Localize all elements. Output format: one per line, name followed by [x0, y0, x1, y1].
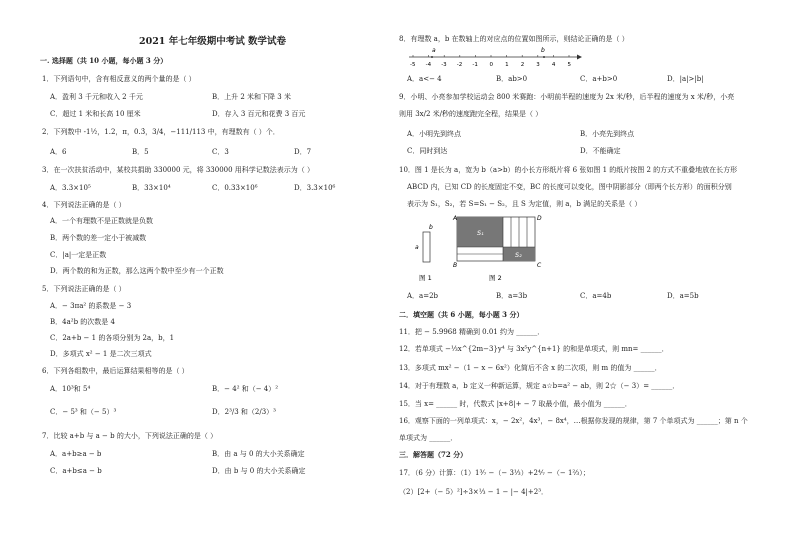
- q4-stem: 4．下列说法正确的是（ ）: [42, 201, 126, 209]
- q17-part-2: （2）[2+（− 5）²]÷3×⅓ − 1 − |− 4|+2³．: [399, 488, 549, 496]
- q8-option-b: B．ab>0: [496, 75, 528, 83]
- q4-option-a: A．一个有理数不是正数就是负数: [50, 217, 154, 225]
- q16-line-2: 单项式为 ______．: [399, 434, 458, 442]
- q9-option-d: D．不能确定: [580, 147, 621, 155]
- q7-option-c: C．a+b≤a − b: [50, 467, 102, 475]
- q6-option-c: C．− 5³ 和（− 5）³: [50, 408, 117, 416]
- q7-option-a: A．a+b≥a − b: [50, 450, 102, 458]
- s1-label: S₁: [477, 229, 484, 237]
- rectangle-figures: [411, 211, 551, 285]
- q9-option-b: B．小亮先到终点: [580, 130, 635, 138]
- q10-line-1: 10．图 1 是长为 a，宽为 b（a>b）的小长方形纸片将 6 张如图 1 的纸片按图 2 的方式不重叠地放在长方形: [399, 166, 738, 174]
- q5-stem: 5．下列说法正确的是（ ）: [42, 285, 126, 293]
- q3-option-b: B．33×10⁴: [132, 184, 171, 192]
- tick-label: 1: [505, 62, 509, 68]
- q3-option-d: D．3.3×10⁶: [294, 184, 336, 192]
- q7-stem: 7．比较 a+b 与 a − b 的大小，下列说法正确的是（ ）: [42, 432, 218, 440]
- number-line-arrow: [577, 55, 582, 60]
- fig1-a-label: a: [415, 244, 419, 251]
- tick-label: 4: [551, 62, 556, 68]
- q1-option-b: B．上升 2 米和下降 3 米: [212, 93, 291, 101]
- q13-text: 13．多项式 mx² −（1 − x − 6x²）化简后不含 x 的二次项，则 m 的值为 ______．: [399, 364, 662, 372]
- point-a-label: a: [432, 47, 436, 54]
- tick-label: 3: [536, 62, 540, 68]
- q3-option-c: C．0.33×10⁶: [212, 184, 258, 192]
- q1-stem: 1．下列语句中，含有相反意义的两个量的是（ ）: [42, 75, 196, 83]
- q8-option-c: C．a+b>0: [580, 75, 618, 83]
- q9-option-a: A．小明先到终点: [407, 130, 462, 138]
- q5-option-b: B．4a²b 的次数是 4: [50, 318, 115, 326]
- q6-option-a: A．10³和 5⁴: [50, 385, 91, 393]
- section-choice-heading: 一. 选择题（共 10 小题，每小题 3 分）: [40, 56, 168, 65]
- q6-stem: 6．下列各组数中，最后运算结果相等的是（ ）: [42, 367, 189, 375]
- q2-option-b: B．5: [132, 148, 149, 156]
- q10-line-2: ABCD 内，已知 CD 的长度固定不变，BC 的长度可以变化，图中阴影部分（即两个长方形）的面积分别: [407, 183, 732, 191]
- tick-label: -1: [472, 62, 478, 68]
- q5-option-a: A．− 3πa² 的系数是 − 3: [50, 302, 132, 310]
- tick-label: 5: [567, 62, 571, 68]
- q9-line-2: 则用 3x/2 米/秒的速度跑完全程，结果是（ ）: [399, 110, 543, 118]
- q1-option-a: A．盈利 3 千元和收入 2 千元: [50, 93, 143, 101]
- q9-line-1: 9．小明、小亮参加学校运动会 800 米赛跑：小明前半程的速度为 2x 米/秒，后半程的速度为 x 米/秒，小亮: [399, 93, 735, 101]
- tick-label: -4: [425, 62, 432, 68]
- q2-option-a: A．6: [50, 148, 67, 156]
- q10-option-b: B．a=3b: [496, 292, 528, 300]
- q12-text: 12．若单项式 −⅓x^{2m−3}y⁴ 与 3x⁵y^{n+1} 的和是单项式，则 mn= ______．: [399, 345, 669, 353]
- q4-option-d: D．两个数的和为正数，那么这两个数中至少有一个正数: [50, 267, 224, 275]
- q5-option-c: C．2a+b − 1 的各项分别为 2a，b，1: [50, 334, 175, 342]
- fig1-rectangle: [423, 232, 430, 262]
- q8-option-a: A．a<− 4: [407, 75, 442, 83]
- q14-text: 14．对于有理数 a，b 定义一种新运算，规定 a☆b=a² − ab，则 2☆（− 3）= ______．: [399, 382, 680, 390]
- q17-part-1: 17．（6 分）计算：（1）1³⁄₇ −（− 3⅓）+2⁴⁄₇ −（− 1⅔）；: [399, 469, 590, 477]
- q11-text: 11．把 − 5.9968 精确到 0.01 约为 ______．: [399, 328, 545, 336]
- q8-stem: 8．有理数 a，b 在数轴上的对应点的位置如图所示，则结论正确的是（ ）: [399, 35, 629, 43]
- q8-option-d: D．|a|>|b|: [667, 75, 704, 83]
- number-line-figure: [407, 44, 582, 72]
- q7-option-d: D．由 b 与 0 的大小关系确定: [212, 467, 306, 475]
- q10-line-3: 表示为 S₁，S₂，若 S=S₁ − S₂，且 S 为定值，则 a，b 满足的关系是（ ）: [407, 200, 642, 208]
- tick-label: 0: [489, 62, 493, 68]
- tick-label: -5: [410, 62, 416, 68]
- fig2-caption: 图 2: [489, 274, 502, 282]
- exam-title: 2021 年七年级期中考试 数学试卷: [138, 36, 287, 47]
- q7-option-b: B．由 a 与 0 的大小关系确定: [212, 450, 305, 458]
- q4-option-b: B．两个数的差一定小于被减数: [50, 234, 147, 242]
- q10-option-c: C．a=4b: [580, 292, 612, 300]
- q15-text: 15．当 x= ______ 时，代数式 |x+8|+ − 7 取最小值，最小值为 ______．: [399, 400, 632, 408]
- s2-label: S₂: [515, 251, 522, 259]
- corner-C: C: [537, 262, 542, 269]
- q2-stem: 2．下列数中 -1½，1.2，π，0.3̇，3/4，−111/113 中，有理数有（ ）个．: [42, 128, 280, 136]
- corner-D: D: [537, 215, 542, 222]
- fig1-caption: 图 1: [419, 274, 432, 282]
- q10-option-d: D．a=5b: [667, 292, 699, 300]
- q1-option-c: C．超过 1 米和长高 10 厘米: [50, 110, 141, 118]
- point-b-label: b: [541, 47, 545, 54]
- q6-option-b: B．− 4² 和（− 4）²: [212, 385, 279, 393]
- q2-option-d: D．7: [294, 148, 312, 156]
- q2-option-c: C．3: [212, 148, 229, 156]
- q4-option-c: C．|a|一定是正数: [50, 251, 107, 259]
- corner-A: A: [453, 215, 458, 222]
- fig1-b-label: b: [429, 224, 433, 231]
- q3-stem: 3．在一次扶贫活动中，某校共捐助 330000 元，将 330000 用科学记数法表示为（ ）: [42, 166, 315, 174]
- tick-label: -3: [441, 62, 447, 68]
- tick-label: 2: [520, 62, 525, 68]
- corner-B: B: [453, 262, 458, 269]
- q10-option-a: A．a=2b: [407, 292, 439, 300]
- q6-option-d: D．2³/3 和（2/3）³: [212, 408, 276, 416]
- tick-label: -2: [456, 62, 463, 68]
- q3-option-a: A．3.3×10⁵: [50, 184, 91, 192]
- point-b-marker: [543, 56, 545, 58]
- section-fill-heading: 二．填空题（共 6 小题，每小题 3 分）: [399, 310, 524, 319]
- q9-option-c: C．同时到达: [407, 147, 448, 155]
- q16-line-1: 16．观察下面的一列单项式：x，− 2x²，4x³，− 8x⁴，…根据你发现的规律，第 7 个单项式为 ______；第 n 个: [399, 417, 748, 425]
- point-a-marker: [431, 56, 433, 58]
- section-answer-heading: 三．解答题（72 分）: [399, 450, 468, 459]
- q1-option-d: D．存入 3 百元和花费 3 百元: [212, 110, 306, 118]
- q5-option-d: D．多项式 x² − 1 是二次三项式: [50, 350, 152, 358]
